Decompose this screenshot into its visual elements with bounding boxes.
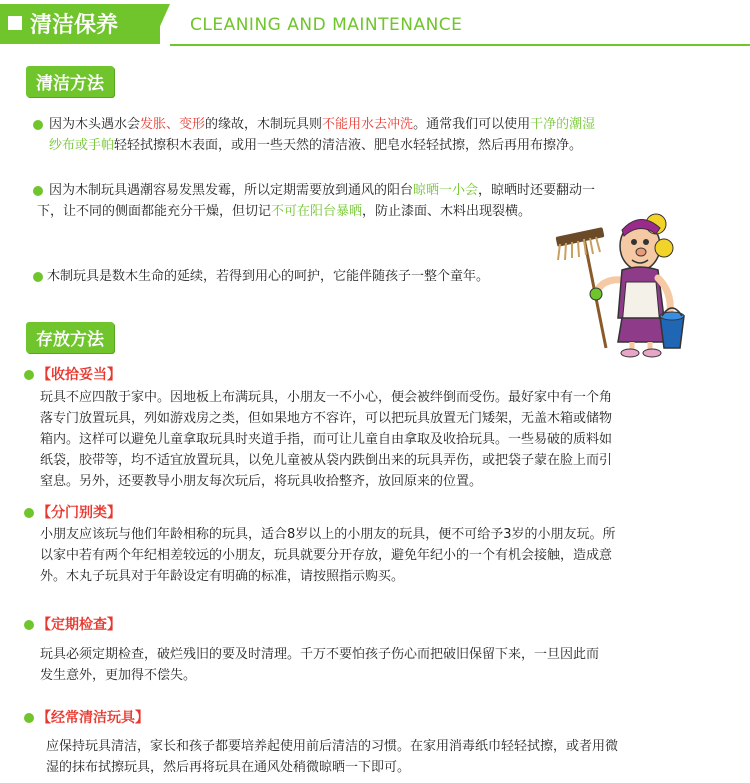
highlight-text: 晾晒一小会: [413, 183, 479, 198]
subsection-body: [40, 524, 740, 587]
banner-underline: [170, 44, 750, 46]
text-line: 玩具必须定期检查，破烂残旧的要及时清理。千万不要怕孩子伤心而把破旧保留下来，一旦因此而: [40, 647, 600, 662]
text-segment: ，防止漆面、木料出现裂横。: [362, 204, 532, 219]
text-line: 小朋友应该玩与他们年龄相称的玩具，适合8岁以上的小朋友的玩具，便不可给予3岁的小朋友玩。所: [40, 527, 616, 542]
subsection-title: 【定期检查】: [37, 617, 121, 633]
subsection-title: 【收拾妥当】: [37, 367, 121, 383]
text-segment: 轻轻拭擦积木表面，或用一些天然的清洁液、肥皂水轻轻拭擦，然后再用布擦净。: [114, 138, 583, 153]
subsection-body: [40, 644, 740, 686]
highlight-text: 发胀、变形: [140, 117, 206, 132]
text-line: 发生意外，更加得不偿失。: [40, 668, 197, 683]
text-line: 窒息。另外，还要教导小朋友每次玩后，将玩具收拾整齐，放回原来的位置。: [40, 474, 483, 489]
subsection-body: [46, 736, 746, 778]
text-line: 湿的抹布拭擦玩具，然后再将玩具在通风处稍微晾晒一下即可。: [46, 760, 411, 775]
storage-tab: 存放方法: [26, 322, 114, 353]
highlight-text: 不可在阳台暴晒: [271, 204, 363, 219]
subsection-title: 【分门别类】: [37, 505, 121, 521]
highlight-text: 纱布或手帕: [49, 138, 115, 153]
text-segment: 因为木制玩具遇潮容易发黑发霉，所以定期需要放到通风的阳台: [49, 183, 414, 198]
cleaning-lady-illustration: [552, 208, 702, 358]
header-banner: [0, 0, 750, 48]
text-line: 纸袋，胶带等，均不适宜放置玩具，以免儿童被从袋内跌倒出来的玩具弄伤，或把袋子蒙在脸上而引: [40, 453, 613, 468]
bullet-dot-icon: [33, 120, 43, 130]
bullet-dot-icon: [24, 713, 34, 723]
text-line: 箱内。这样可以避免儿童拿取玩具时夹道手指，而可让儿童自由拿取及收拾玩具。一些易破的质料如: [40, 432, 613, 447]
bullet-dot-icon: [33, 186, 43, 196]
text-segment: 因为木头遇水会: [49, 117, 141, 132]
bullet-dot-icon: [24, 370, 34, 380]
text-segment: 下，让不同的侧面都能充分干燥，但切记: [37, 204, 272, 219]
text-line: 外。木丸子玩具对于年龄设定有明确的标准，请按照指示购买。: [40, 569, 405, 584]
text-line: 以家中若有两个年纪相差较远的小朋友，玩具就要分开存放，避免年纪小的一个有机会接触，造成意: [40, 548, 613, 563]
banner-square-icon: [8, 16, 22, 30]
cleaning-paragraph-3: 木制玩具是数木生命的延续，若得到用心的呵护，它能伴随孩子一整个童年。: [47, 269, 490, 284]
text-segment: 的缘故，木制玩具则: [205, 117, 323, 132]
cleaning-paragraph-1: [49, 114, 699, 156]
subsection-title: 【经常清洁玩具】: [37, 710, 149, 726]
highlight-text: 干净的潮湿: [530, 117, 596, 132]
highlight-text: 不能用水去冲洗: [322, 117, 414, 132]
bullet-dot-icon: [24, 620, 34, 630]
banner-slant: [152, 4, 170, 44]
text-line: 应保持玩具清洁，家长和孩子都要培养起使用前后清洁的习惯。在家用消毒纸巾轻轻拭擦，或者用微: [46, 739, 619, 754]
text-segment: 。通常我们可以使用: [413, 117, 531, 132]
subsection-body: [40, 387, 740, 492]
cleaning-tab: 清洁方法: [26, 66, 114, 97]
bullet-dot-icon: [33, 272, 43, 282]
text-line: 玩具不应四散于家中。因地板上布满玩具，小朋友一不小心，便会被绊倒而受伤。最好家中有一个角: [40, 390, 613, 405]
bullet-dot-icon: [24, 508, 34, 518]
text-segment: ，晾晒时还要翻动一: [478, 183, 596, 198]
text-line: 落专门放置玩具，列如游戏房之类，但如果地方不容许，可以把玩具放置无门矮架，无盖木箱或储物: [40, 411, 613, 426]
banner-title-cn: 清洁保养: [30, 13, 119, 38]
banner-title-en: CLEANING AND MAINTENANCE: [190, 15, 463, 35]
